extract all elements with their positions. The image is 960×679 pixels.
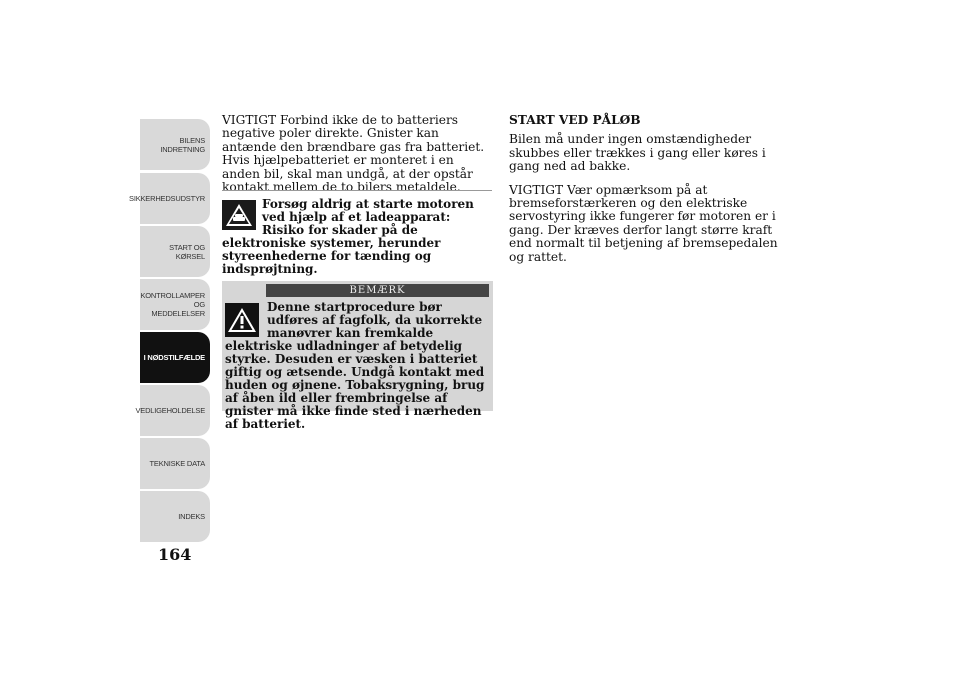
exclamation-triangle-icon <box>225 303 259 337</box>
note-text: Denne startprocedure bør udføres af fagfolk, da ukorrekte manøvrer kan fremkalde elektriske udladninger af betydelig styrke. Desuden er væsken i batteriet giftig og ætsende. Undgå kontakt med huden og øjnene. Tobaksrygning, brug af åben ild eller frembringelse af gnister må ikke finde sted i nærheden af batteriet. <box>225 300 485 431</box>
right-column <box>509 114 779 274</box>
right-paragraph-2: VIGTIGT Vær opmærksom på at bremseforstærkeren og den elektriske servostyring ikke fungerer før motoren er i gang. Der kræves derfor langt større kraft end normalt til betjening af bremsepedalen og rattet. <box>509 182 778 264</box>
note-box <box>222 281 493 431</box>
sidebar-tab-i-nodstilfaelde[interactable]: I NØDSTILFÆLDE <box>140 332 210 383</box>
car-warning-icon <box>222 200 256 230</box>
warning-block <box>222 198 492 276</box>
section-heading: START VED PÅLØB <box>509 113 641 127</box>
sidebar-tab-indeks[interactable]: INDEKS <box>140 491 210 542</box>
sidebar-tab-tekniske-data[interactable]: TEKNISKE DATA <box>140 438 210 489</box>
sidebar-tab-sikkerhedsudstyr[interactable]: SIKKERHEDSUDSTYR <box>140 173 210 224</box>
warning-text: Forsøg aldrig at starte motoren ved hjælp af et ladeapparat: Risiko for skader på de elektroniske systemer, herunder styreenhederne for tænding og indsprøjtning. <box>222 197 474 276</box>
important-paragraph: VIGTIGT Forbind ikke de to batteriers negative poler direkte. Gnister kan antænde den brændbare gas fra batteriet. Hvis hjælpebatteriet er monteret i en anden bil, skal man undgå, at der opstår kontakt mellem de to bilers metaldele. <box>222 113 485 195</box>
divider <box>222 190 492 191</box>
sidebar-tab-kontrollamper[interactable]: KONTROLLAMPER OG MEDDELELSER <box>140 279 210 330</box>
sidebar-tab-vedligeholdelse[interactable]: VEDLIGEHOLDELSE <box>140 385 210 436</box>
page-number: 164 <box>158 545 192 564</box>
right-paragraph-1: Bilen må under ingen omstændigheder skubbes eller trækkes i gang eller køres i gang ned ad bakke. <box>509 132 766 174</box>
sidebar-tab-bilens-indretning[interactable]: BILENS INDRETNING <box>140 119 210 170</box>
sidebar-tab-start-og-korsel[interactable]: START OG KØRSEL <box>140 226 210 277</box>
note-heading: BEMÆRK <box>266 284 489 297</box>
note-body <box>225 301 487 431</box>
